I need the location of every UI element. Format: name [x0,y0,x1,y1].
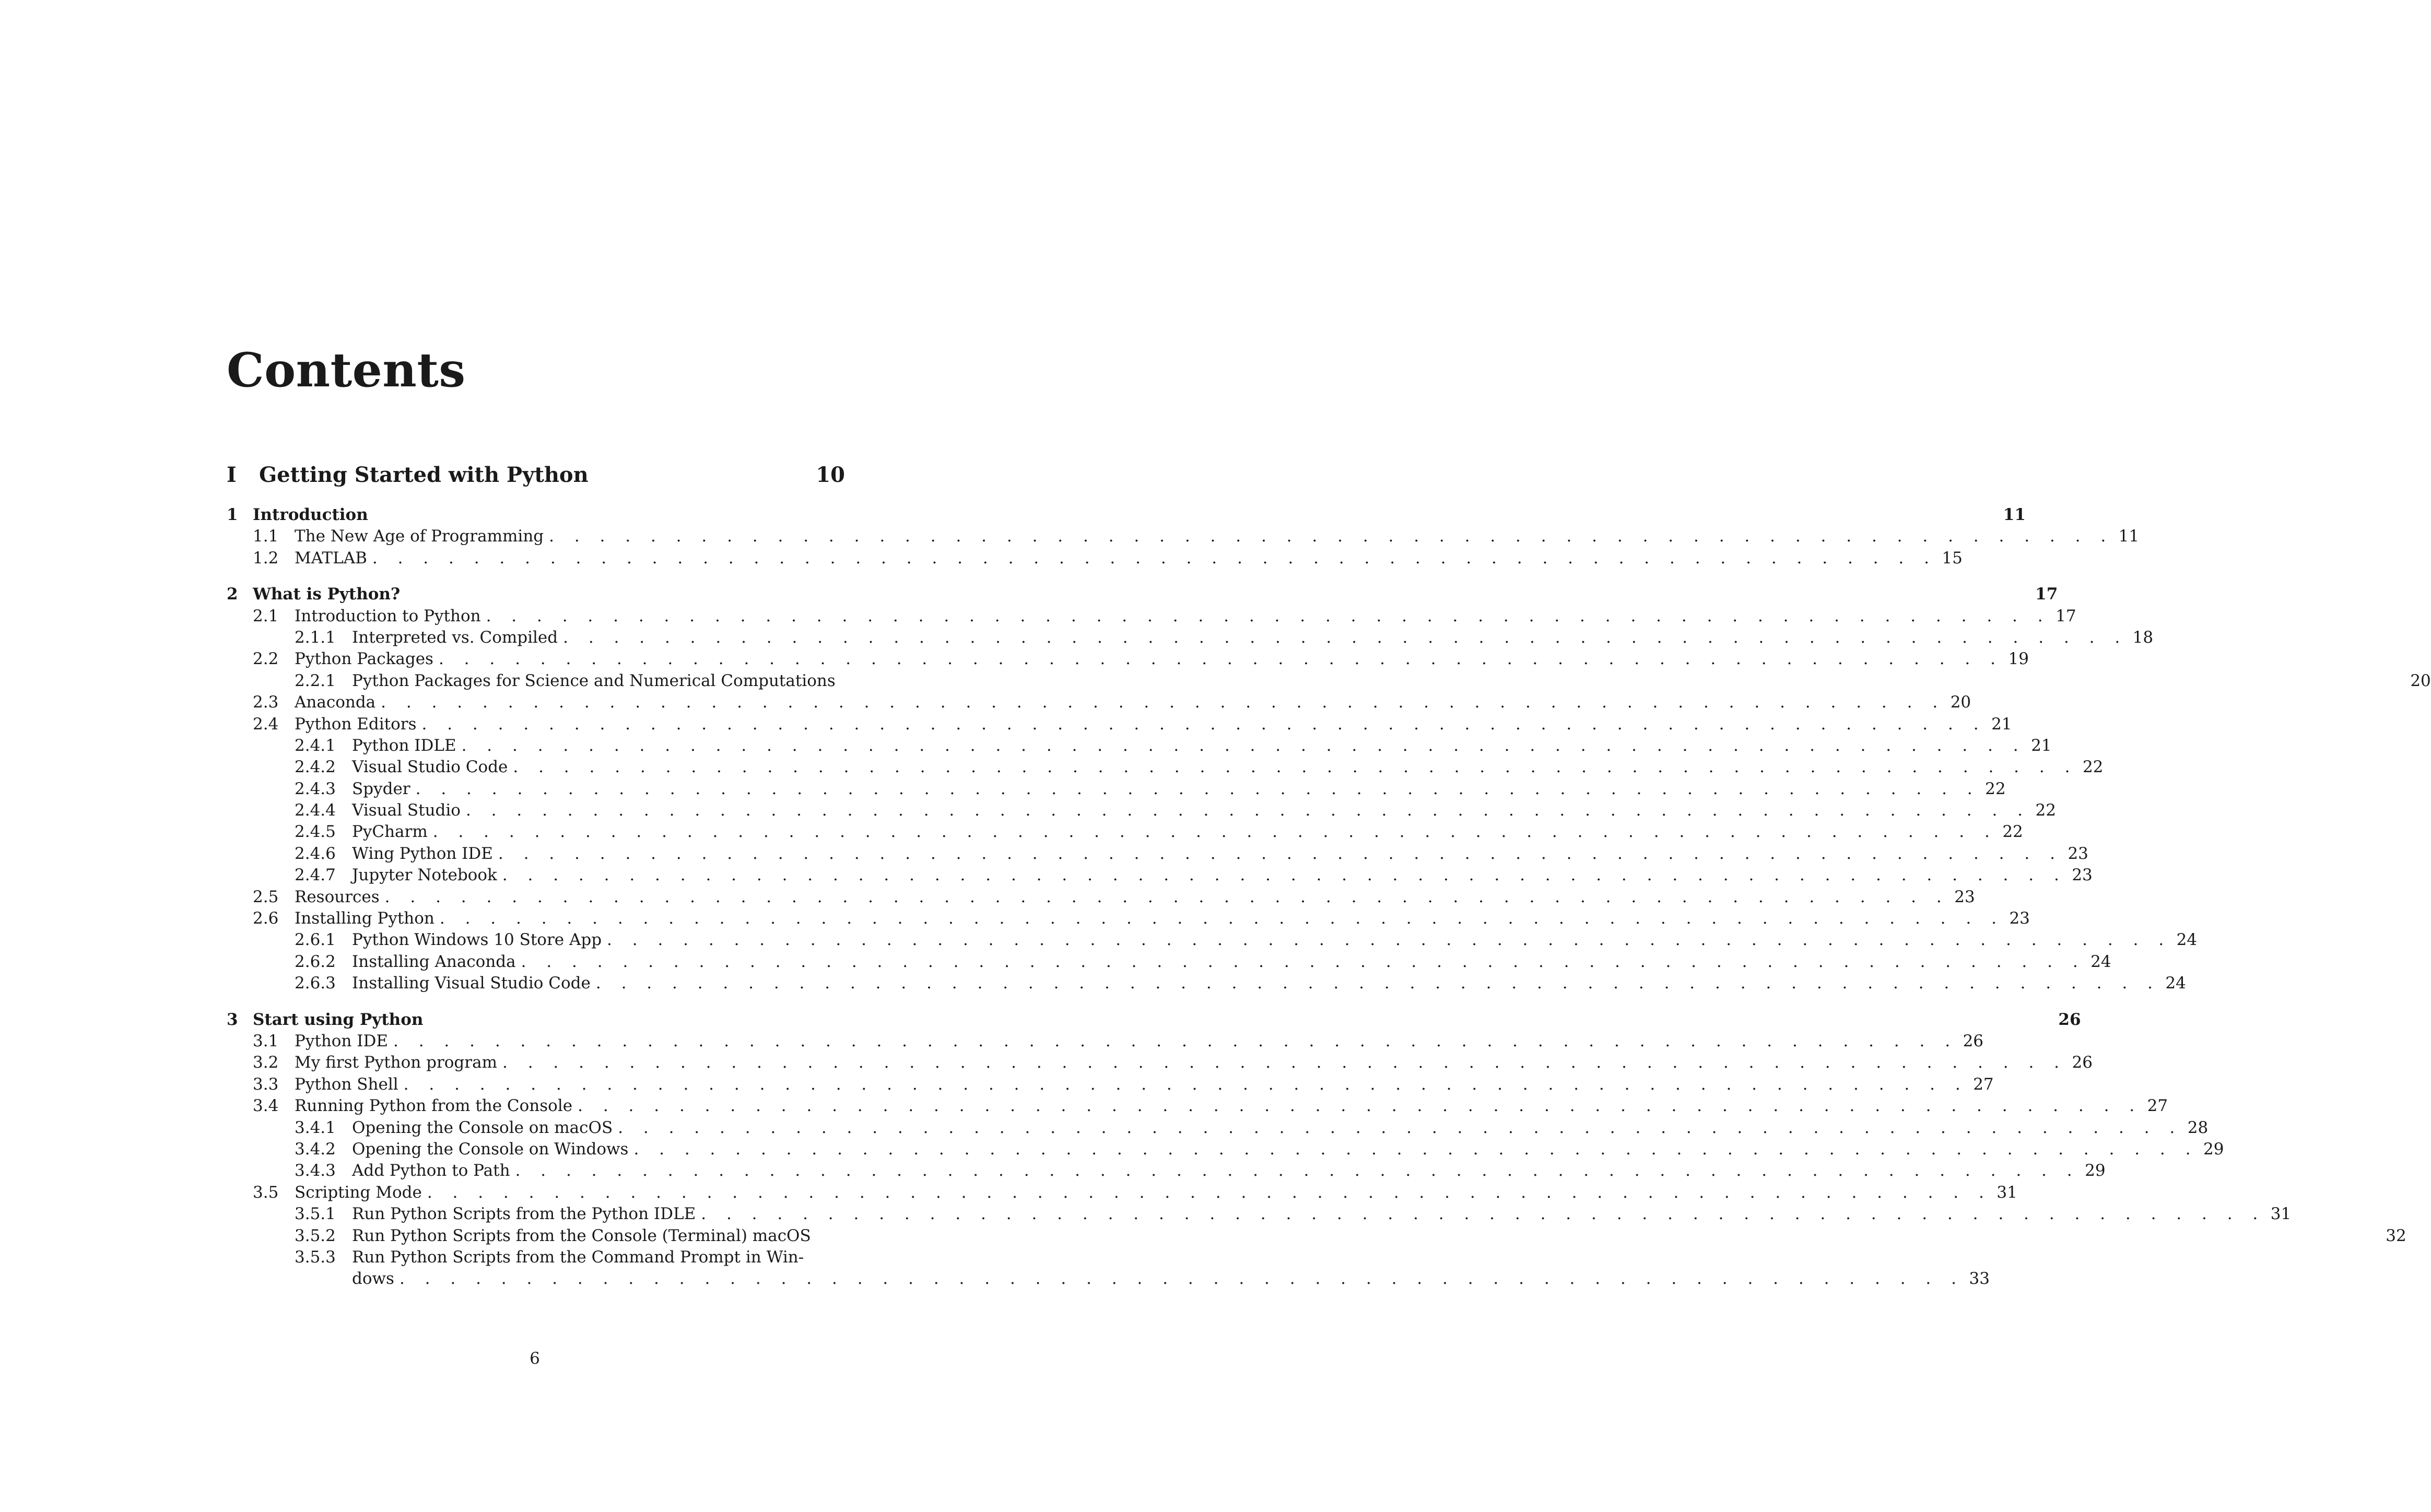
toc-subsection-entry[interactable] [227,865,2093,886]
entry-page-number: 20 [1950,693,1971,712]
subsection-title: Spyder [352,779,410,798]
subsection-number: 2.4.3 [295,779,336,798]
subsection-number: 2.6.3 [295,974,336,993]
subsection-title: Run Python Scripts from the Console (Terminal) macOS [352,1226,811,1245]
subsection-number: 2.6.1 [295,930,336,950]
dot-leader: . . . . . . . . . . . . . . . . . . . . . . . . . . . . . . . . . . . . . . . . . . . . . . . . . . . . . . . . . . . . . . [618,1118,2182,1137]
dot-leader: . . . . . . . . . . . . . . . . . . . . . . . . . . . . . . . . . . . . . . . . . . . . . . . . . . . . . . . . . . . . . . [513,758,2077,777]
part-title: Getting Started with Python [259,463,589,487]
section-number: 2.3 [253,693,279,712]
toc-subsection-entry[interactable] [227,1225,2406,1247]
subsection-number: 2.4.6 [295,844,336,863]
toc-chapter-block [227,504,2140,569]
chapter-number: 3 [227,1010,238,1029]
dot-leader: . . . . . . . . . . . . . . . . . . . . . . . . . . . . . . . . . . . . . . . . . . . . . . . . . . . . . . . . . . . . . . [563,628,2128,647]
dot-leader: . . . . . . . . . . . . . . . . . . . . . . . . . . . . . . . . . . . . . . . . . . . . . . . . . . . . . . . . . . . . . . [403,1074,1968,1094]
section-title: Introduction to Python [295,606,481,625]
subsection-number: 3.4.2 [295,1139,336,1159]
entry-page-number: 31 [1997,1183,2017,1202]
dot-leader: . . . . . . . . . . . . . . . . . . . . . . . . . . . . . . . . . . . . . . . . . . . . . . . . . . . . . . . . . . . . . . [502,866,2067,885]
dot-leader: . . . . . . . . . . . . . . . . . . . . . . . . . . . . . . . . . . . . . . . . . . . . . . . . . . . . . . . . . . . . . . [432,822,1998,842]
page-number: 6 [530,1349,540,1368]
subsection-number: 3.5.2 [295,1226,336,1245]
dot-leader: . . . . . . . . . . . . . . . . . . . . . . . . . . . . . . . . . . . . . . . . . . . . . . . . . . . . . . . . . . . . . . [502,1053,2067,1072]
toc-subsection-entry[interactable] [227,757,2104,778]
entry-page-number: 23 [2009,909,2030,928]
toc-subsection-entry[interactable] [227,951,2111,973]
entry-page-number: 18 [2132,628,2154,647]
toc-section-entry[interactable] [227,1095,2168,1117]
section-number: 3.2 [253,1053,279,1072]
section-number: 3.4 [253,1096,279,1116]
dot-leader: . . . . . . . . . . . . . . . . . . . . . . . . . . . . . . . . . . . . . . . . . . . . . . . . . . . . . . . . . . . . . . [461,736,2026,755]
subsection-number: 2.4.2 [295,758,336,777]
dot-leader: . . . . . . . . . . . . . . . . . . . . . . . . . . . . . . . . . . . . . . . . . . . . . . . . . . . . . . . . . . . . . . [399,1269,1964,1289]
section-number: 3.5 [253,1183,279,1202]
entry-page-number: 22 [2002,822,2023,842]
dot-leader: . . . . . . . . . . . . . . . . . . . . . . . . . . . . . . . . . . . . . . . . . . . . . . . . . . . . . . . . . . . . . . [578,1096,2142,1116]
subsection-title: Visual Studio [352,801,461,820]
dot-leader: . . . . . . . . . . . . . . . . . . . . . . . . . . . . . . . . . . . . . . . . . . . . . . . . . . . . . . . . . . . . . . [421,714,1987,734]
section-number: 3.3 [253,1074,279,1094]
entry-page-number: 27 [2147,1096,2168,1116]
subsection-number: 3.5.1 [295,1204,336,1224]
toc-subsection-entry[interactable] [227,1247,845,1268]
dot-leader: . . . . . . . . . . . . . . . . . . . . . . . . . . . . . . . . . . . . . . . . . . . . . . . . . . . . . . . . . . . . . . [415,779,1980,798]
entry-page-number: 33 [1969,1269,1990,1289]
entry-page-number: 22 [1985,779,2006,798]
entry-page-number: 21 [1991,714,2012,734]
toc-section-entry[interactable] [227,548,1963,569]
dot-leader: . . . . . . . . . . . . . . . . . . . . . . . . . . . . . . . . . . . . . . . . . . . . . . . . . . . . . . . . . . . . . . [633,1139,2198,1159]
section-title: Anaconda [295,693,376,712]
subsection-number: 2.4.1 [295,736,336,755]
subsection-title: Installing Visual Studio Code [352,974,591,993]
section-number: 2.2 [253,649,279,669]
subsection-number: 2.2.1 [295,671,336,690]
subsection-title: Interpreted vs. Compiled [352,628,558,647]
subsection-title: Run Python Scripts from the Command Prompt in Win- [352,1247,804,1267]
section-title: Python Packages [295,649,433,669]
subsection-number: 2.4.4 [295,801,336,820]
subsection-title: Opening the Console on Windows [352,1139,629,1159]
toc-subsection-entry[interactable] [227,843,2088,865]
toc-subsection-entry[interactable] [227,778,2006,800]
dot-leader: . . . . . . . . . . . . . . . . . . . . . . . . . . . . . . . . . . . . . . . . . . . . . . . . . . . . . . . . . . . . . . [384,887,1950,906]
toc-subsection-entry[interactable] [227,735,2052,757]
section-title: Resources [295,887,380,906]
dot-leader: . . . . . . . . . . . . . . . . . . . . . . . . . . . . . . . . . . . . . . . . . . . . . . . . . . . . . . . . . . . . . . [439,909,2004,928]
toc-section-entry[interactable] [227,908,2030,929]
section-number: 2.1 [253,606,279,625]
chapter-number: 2 [227,585,238,604]
dot-leader: . . . . . . . . . . . . . . . . . . . . . . . . . . . . . . . . . . . . . . . . . . . . . . . . . . . . . . . . . . . . . . [595,974,2160,993]
toc-subsection-entry[interactable] [227,670,2431,692]
subsection-title: Wing Python IDE [352,844,493,863]
entry-page-number: 26 [2072,1053,2093,1072]
chapter-title: What is Python? [253,585,401,604]
subsection-number: 2.6.2 [295,952,336,971]
chapter-number: 1 [227,505,238,524]
entry-page-number: 24 [2091,952,2111,971]
dot-leader: . . . . . . . . . . . . . . . . . . . . . . . . . . . . . . . . . . . . . . . . . . . . . . . . . . . . . . . . . . . . . . [486,606,2051,625]
toc-subsection-entry[interactable] [227,627,2154,648]
section-number: 3.1 [253,1031,279,1050]
chapter-title: Start using Python [253,1010,424,1029]
toc-chapter-entry[interactable] [227,504,2026,526]
entry-page-number: 29 [2085,1161,2106,1180]
subsection-title: Python Windows 10 Store App [352,930,602,950]
chapter-page-number: 11 [2003,505,2026,524]
chapter-title: Introduction [253,505,368,524]
entry-page-number: 24 [2165,974,2186,993]
section-number: 2.4 [253,714,279,734]
subsection-number: 3.4.3 [295,1161,336,1180]
dot-leader: . . . . . . . . . . . . . . . . . . . . . . . . . . . . . . . . . . . . . . . . . . . . . . . . . . . . . . . . . . . . . . [549,527,2113,546]
dot-leader: . . . . . . . . . . . . . . . . . . . . . . . . . . . . . . . . . . . . . . . . . . . . . . . . . . . . . . . . . . . . . . [465,801,2030,820]
entry-page-number: 20 [2410,671,2431,690]
section-title: MATLAB [295,548,367,568]
entry-page-number: 24 [2176,930,2198,950]
section-title: Scripting Mode [295,1183,422,1202]
toc-chapter-block [227,1009,2406,1290]
toc-subsection-entry[interactable] [227,800,2056,821]
entry-page-number: 23 [1954,887,1975,906]
toc-subsection-entry[interactable] [227,929,2198,951]
toc-section-entry[interactable] [227,1052,2093,1073]
dot-leader: . . . . . . . . . . . . . . . . . . . . . . . . . . . . . . . . . . . . . . . . . . . . . . . . . . . . . . . . . . . . . . [607,930,2171,950]
dot-leader: . . . . . . . . . . . . . . . . . . . . . . . . . . . . . . . . . . . . . . . . . . . . . . . . . . . . . . . . . . . . . . [521,952,2086,971]
subsection-title: Jupyter Notebook [352,866,497,885]
subsection-title: Visual Studio Code [352,758,508,777]
entry-page-number: 28 [2187,1118,2209,1137]
entry-page-number: 15 [1942,548,1963,568]
entry-page-number: 32 [2386,1226,2406,1245]
page-title: Contents [227,342,466,398]
dot-leader: . . . . . . . . . . . . . . . . . . . . . . . . . . . . . . . . . . . . . . . . . . . . . . . . . . . . . . . . . . . . . . [438,649,2003,669]
section-number: 1.1 [253,527,279,546]
toc-subsection-entry[interactable] [227,1139,2224,1160]
section-title: Installing Python [295,909,434,928]
subsection-title: Add Python to Path [352,1161,510,1180]
subsection-number: 2.4.5 [295,822,336,842]
section-title: Python Shell [295,1074,398,1094]
subsection-number: 2.1.1 [295,628,336,647]
toc-subsection-entry[interactable] [227,1160,2106,1182]
part-number: I [227,463,237,487]
entry-page-number: 29 [2203,1139,2224,1159]
toc-section-entry[interactable] [227,1031,1984,1052]
section-title: Python IDE [295,1031,389,1050]
toc-section-entry[interactable] [227,1074,1994,1095]
toc-subsection-entry[interactable] [227,1203,2292,1225]
part-page-number: 10 [816,463,845,487]
section-number: 2.5 [253,887,279,906]
subsection-number: 3.4.1 [295,1118,336,1137]
subsection-title: Python IDLE [352,736,456,755]
chapter-page-number: 26 [2058,1010,2081,1029]
section-title: Running Python from the Console [295,1096,573,1116]
subsection-title: Run Python Scripts from the Python IDLE [352,1204,696,1224]
dot-leader: . . . . . . . . . . . . . . . . . . . . . . . . . . . . . . . . . . . . . . . . . . . . . . . . . . . . . . . . . . . . . . [701,1204,2265,1224]
toc-part-entry[interactable] [227,463,845,489]
entry-page-number: 17 [2056,606,2076,625]
toc-section-entry[interactable] [227,648,2029,670]
subsection-title: Python Packages for Science and Numerical Computations [352,671,836,690]
entry-page-number: 22 [2082,758,2104,777]
entry-page-number: 19 [2008,649,2029,669]
section-title: Python Editors [295,714,417,734]
toc-subsection-entry[interactable] [227,1117,2209,1139]
entry-page-number: 11 [2118,527,2140,546]
subsection-number: 3.5.3 [295,1247,336,1267]
subsection-title: Installing Anaconda [352,952,516,971]
subsection-title: PyCharm [352,822,428,842]
subsection-title: Opening the Console on macOS [352,1118,613,1137]
toc-section-entry[interactable] [227,887,1975,908]
toc-section-entry[interactable] [227,692,1971,713]
toc-section-entry[interactable] [227,606,2076,627]
title-continuation: dows [352,1269,394,1289]
entry-page-number: 22 [2035,801,2056,820]
dot-leader: . . . . . . . . . . . . . . . . . . . . . . . . . . . . . . . . . . . . . . . . . . . . . . . . . . . . . . . . . . . . . . [381,693,1945,712]
dot-leader: . . . . . . . . . . . . . . . . . . . . . . . . . . . . . . . . . . . . . . . . . . . . . . . . . . . . . . . . . . . . . . [372,548,1937,568]
toc-section-entry[interactable] [227,1182,2017,1203]
entry-page-number: 26 [1963,1031,1984,1050]
dot-leader: . . . . . . . . . . . . . . . . . . . . . . . . . . . . . . . . . . . . . . . . . . . . . . . . . . . . . . . . . . . . . . [498,844,2063,863]
toc-chapter-entry[interactable] [227,1009,2081,1031]
section-number: 1.2 [253,548,279,568]
entry-page-number: 23 [2068,844,2088,863]
entry-page-number: 23 [2072,866,2093,885]
table-of-contents [227,504,2431,1305]
dot-leader: . . . . . . . . . . . . . . . . . . . . . . . . . . . . . . . . . . . . . . . . . . . . . . . . . . . . . . . . . . . . . . [515,1161,2080,1180]
entry-page-number: 27 [1973,1074,1994,1094]
chapter-page-number: 17 [2035,585,2058,604]
toc-section-entry[interactable] [227,714,2012,735]
section-number: 2.6 [253,909,279,928]
section-title: My first Python program [295,1053,497,1072]
entry-page-number: 21 [2031,736,2052,755]
section-title: The New Age of Programming [295,527,544,546]
toc-section-entry[interactable] [227,526,2140,547]
toc-chapter-entry[interactable] [227,584,2058,605]
subsection-number: 2.4.7 [295,866,336,885]
toc-subsection-entry[interactable] [227,821,2023,843]
dot-leader: . . . . . . . . . . . . . . . . . . . . . . . . . . . . . . . . . . . . . . . . . . . . . . . . . . . . . . . . . . . . . . [393,1031,1958,1050]
toc-subsection-entry[interactable] [227,973,2186,994]
entry-page-number: 31 [2270,1204,2292,1224]
toc-entry-continuation[interactable] [227,1268,1990,1290]
toc-chapter-block [227,584,2431,994]
dot-leader: . . . . . . . . . . . . . . . . . . . . . . . . . . . . . . . . . . . . . . . . . . . . . . . . . . . . . . . . . . . . . . [427,1183,1992,1202]
